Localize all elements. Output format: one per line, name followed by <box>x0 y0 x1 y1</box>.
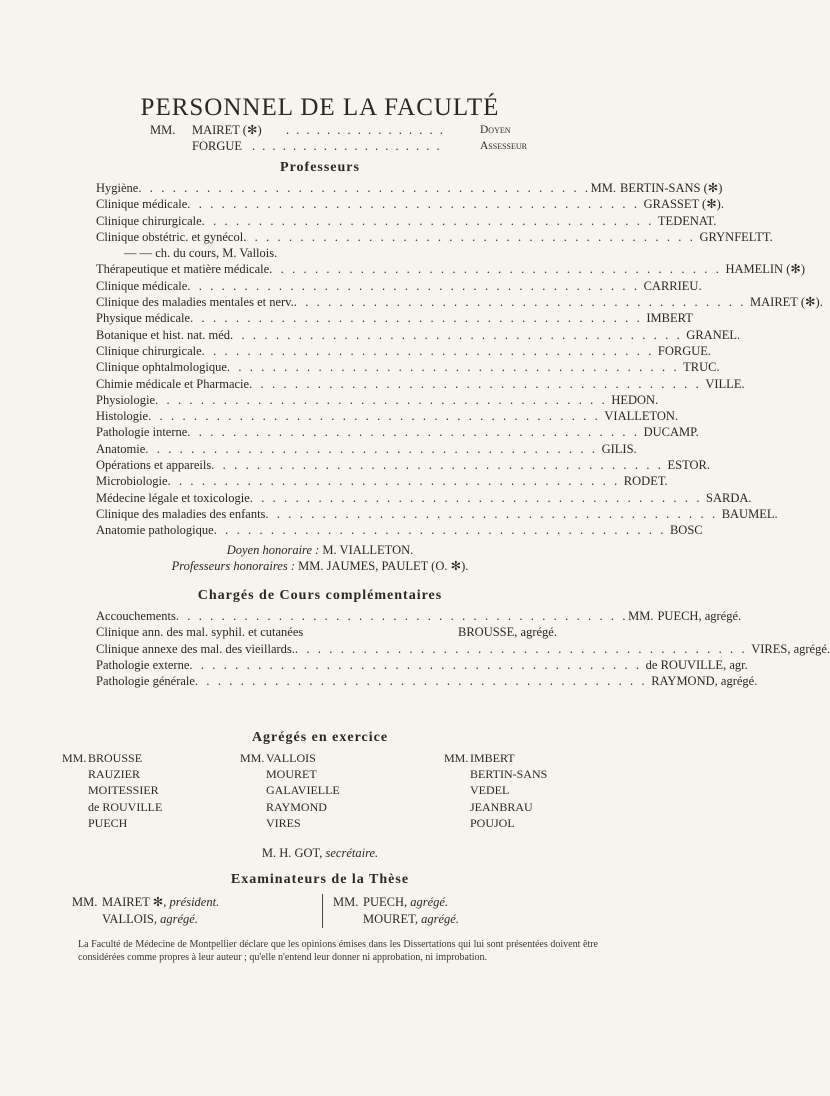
row-subject: Physique médicale <box>96 311 191 326</box>
list-row <box>96 473 668 489</box>
agrege-entry <box>240 799 404 815</box>
agrege-entry <box>240 782 404 798</box>
row-person: SARDA. <box>706 490 752 505</box>
agreges-column <box>62 750 226 831</box>
mm-label: MM. <box>62 751 87 765</box>
row-subject: Clinique chirurgicale <box>96 343 202 358</box>
agrege-entry <box>240 766 404 782</box>
agrege-entry <box>444 766 608 782</box>
row-subject: Clinique chirurgicale <box>96 213 202 228</box>
examiner-entry <box>72 894 322 911</box>
examiner-entry <box>333 894 583 911</box>
list-row <box>96 522 703 538</box>
row-subject: Opérations et appareils <box>96 458 212 473</box>
leader-dots: . . . . . . . . . . . . . . . . . . . . . . . . . . . . . . . . . . . . . . . . <box>175 609 629 623</box>
leader-dots <box>303 624 426 640</box>
row-person: PUECH, agrégé. <box>657 609 742 623</box>
row-subject: Clinique annexe des mal. des vieillards. <box>96 641 295 656</box>
agrege-entry <box>444 782 608 798</box>
leader-dots: . . . . . . . . . . . . . . . . . . . . . . . . . . . . . . . . . . . . . . . . <box>201 213 654 228</box>
row-subject: Clinique médicale <box>96 278 188 293</box>
leader-dots: . . . . . . . . . . . . . . . . . . . . . . . . . . . . . . . . . . . . . . . . <box>213 523 666 538</box>
list-row <box>96 424 699 440</box>
mm-label <box>426 624 458 640</box>
agrege-name: PUECH <box>88 815 128 830</box>
row-person: GRANEL. <box>686 327 741 342</box>
mm-label: MM. <box>72 895 98 909</box>
agrege-name: GALAVIELLE <box>266 783 340 798</box>
leader-dots: . . . . . . . . . . . . . . . . . . . . . . . . . . . . . . . . . . . . . . . . <box>189 657 642 672</box>
row-subject: Accouchements <box>96 609 176 623</box>
honorary-professors <box>0 558 640 574</box>
agrege-name: JEANBRAU <box>470 799 533 814</box>
examiner-name: PUECH, <box>363 895 411 909</box>
leader-dots: . . . . . . . . . . . . . . . . . . . . . . . . . . . . . . . . . . . . . . . . <box>293 295 747 310</box>
list-row <box>96 229 773 245</box>
agrege-name: VALLOIS <box>266 751 316 765</box>
row-person: TEDENAT. <box>657 213 717 228</box>
row-person: BAUMEL. <box>721 506 778 521</box>
list-row <box>96 294 823 310</box>
examiner-entry <box>72 911 322 928</box>
honorary-profs-label: Professeurs honoraires : <box>171 559 296 573</box>
list-row <box>96 245 596 261</box>
secretary-name: M. H. GOT, <box>261 846 323 860</box>
row-person: IMBERT <box>646 311 693 326</box>
dean-block <box>150 122 570 154</box>
list-row <box>96 490 752 506</box>
list-row <box>96 359 720 375</box>
row-person: de ROUVILLE, agr. <box>645 657 748 672</box>
agreges-heading: Agrégés en exercice <box>251 730 389 745</box>
leader-dots: . . . . . . . . . . . . . . . . . . . . . . . . . . . . . . . . . . . . . . . . <box>211 458 664 473</box>
row-person: HAMELIN (✻) <box>725 262 806 277</box>
list-row <box>96 506 778 522</box>
row-subject: Botanique et hist. nat. méd <box>96 327 231 342</box>
list-row <box>96 624 616 640</box>
examiners-block <box>72 894 592 928</box>
honorary-dean-label: Doyen honoraire : <box>226 543 320 557</box>
agrege-name: VIRES <box>266 815 301 830</box>
row-person: MAIRET (✻). <box>750 295 823 310</box>
row-subject: Thérapeutique et matière médicale <box>96 262 270 277</box>
list-row <box>96 376 745 392</box>
charges-list <box>96 608 830 689</box>
mm-label: MM. <box>444 751 469 765</box>
row-person: VIRES, agrégé. <box>751 641 830 656</box>
page-title: PERSONNEL DE LA FACULTÉ <box>140 94 500 121</box>
professors-list <box>96 180 823 539</box>
leader-dots: . . . . . . . . . . . . . . . . <box>286 123 445 137</box>
row-person: VILLE. <box>705 376 745 391</box>
list-row <box>96 657 748 673</box>
row-subject: Médecine légale et toxicologie <box>96 490 250 505</box>
agrege-name: BERTIN-SANS <box>470 767 548 782</box>
row-person: BERTIN-SANS (✻) <box>620 181 723 195</box>
row-subject: Chimie médicale et Pharmacie <box>96 376 250 391</box>
row-person: RODET. <box>623 474 668 489</box>
agrege-name: RAYMOND <box>266 799 327 814</box>
row-subject: Physiologie <box>96 392 156 407</box>
examiner-entry <box>333 911 583 928</box>
leader-dots: . . . . . . . . . . . . . . . . . . . . . . . . . . . . . . . . . . . . . . . . <box>190 311 643 326</box>
row-subject: Histologie <box>96 409 149 424</box>
row-subject: Anatomie <box>96 441 146 456</box>
list-row <box>96 408 679 424</box>
examiner-role: président. <box>169 895 220 909</box>
list-row <box>96 213 717 229</box>
row-person <box>458 245 596 261</box>
row-person: BOSC <box>669 523 703 538</box>
mm-label <box>426 245 458 261</box>
leader-dots: . . . . . . . . . . . . . . . . . . . . . . . . . . . . . . . . . . . . . . . . <box>148 409 601 424</box>
honorary-profs-names: MM. JAUMES, PAULET (O. ✻). <box>298 559 469 573</box>
list-row <box>96 310 693 326</box>
row-person: ESTOR. <box>667 458 711 473</box>
leader-dots: . . . . . . . . . . . . . . . . . . . . . . . . . . . . . . . . . . . . . . . . <box>243 229 696 244</box>
leader-dots: . . . . . . . . . . . . . . . . . . . . . . . . . . . . . . . . . . . . . . . . <box>167 474 620 489</box>
list-row <box>96 278 702 294</box>
leader-dots: . . . . . . . . . . . . . . . . . . . . . . . . . . . . . . . . . . . . . . . . <box>138 181 591 195</box>
mm-label: MM. <box>590 181 616 195</box>
agrege-entry <box>444 815 608 831</box>
faculty-notice: La Faculté de Médecine de Montpellier déclare que les opinions émises dans les Dissertations qui lui sont présentées doivent être considérées comme propres à leur auteur ; qu'elle n'entend leur donner ni approbation, ni improbation. <box>78 939 598 963</box>
leader-dots <box>277 245 426 261</box>
agrege-entry <box>62 750 226 766</box>
row-subject: — — ch. du cours, M. Vallois. <box>124 246 278 261</box>
agrege-entry <box>444 750 608 766</box>
leader-dots: . . . . . . . . . . . . . . . . . . . . . . . . . . . . . . . . . . . . . . . . <box>145 441 598 456</box>
row-person: RAYMOND, agrégé. <box>651 674 758 689</box>
row-subject: Clinique des maladies des enfants <box>96 506 266 521</box>
list-row <box>96 261 806 277</box>
examiner-name: VALLOIS, <box>102 912 161 926</box>
examiners-left <box>72 894 322 928</box>
agreges-column <box>404 750 608 831</box>
leader-dots: . . . . . . . . . . . . . . . . . . . . . . . . . . . . . . . . . . . . . . . . <box>230 327 683 342</box>
row-subject: Clinique obstétric. et gynécol <box>96 229 244 244</box>
agrege-entry <box>240 815 404 831</box>
agrege-name: POUJOL <box>470 815 515 830</box>
agrege-entry <box>62 815 226 831</box>
row-person: CARRIEU. <box>643 278 702 293</box>
agrege-name: VEDEL <box>470 783 510 798</box>
agrege-entry <box>62 799 226 815</box>
row-person: VIALLETON. <box>604 409 679 424</box>
mm-label: MM. <box>240 751 265 765</box>
agrege-name: RAUZIER <box>88 767 140 782</box>
mm-label: MM. <box>150 123 176 137</box>
leader-dots: . . . . . . . . . . . . . . . . . . . . . . . . . . . . . . . . . . . . . . . . <box>187 278 640 293</box>
dean-name: MAIRET (✻) <box>192 123 262 137</box>
list-row <box>96 392 659 408</box>
examiner-role: agrégé. <box>410 895 449 909</box>
leader-dots: . . . . . . . . . . . . . . . . . . . <box>252 139 442 153</box>
agrege-name: de ROUVILLE <box>88 799 163 814</box>
row-subject: Pathologie externe <box>96 657 190 672</box>
row-subject: Pathologie interne <box>96 425 188 440</box>
row-subject: Anatomie pathologique <box>96 523 214 538</box>
honorary-dean-name: M. VIALLETON. <box>322 543 414 557</box>
agrege-name: MOURET <box>266 767 317 782</box>
honorary-dean <box>0 542 640 558</box>
leader-dots: . . . . . . . . . . . . . . . . . . . . . . . . . . . . . . . . . . . . . . . . <box>249 490 703 505</box>
row-subject: Clinique ann. des mal. syphil. et cutanées <box>96 625 304 640</box>
dean-row <box>150 122 570 138</box>
mm-label: MM. <box>628 609 654 623</box>
agrege-name: IMBERT <box>470 751 515 765</box>
leader-dots: . . . . . . . . . . . . . . . . . . . . . . . . . . . . . . . . . . . . . . . . <box>201 343 654 358</box>
agrege-entry <box>240 750 404 766</box>
row-person: FORGUE. <box>657 343 712 358</box>
list-row <box>96 196 724 212</box>
leader-dots: . . . . . . . . . . . . . . . . . . . . . . . . . . . . . . . . . . . . . . . . <box>226 360 680 375</box>
examiner-role: agrégé. <box>421 912 459 926</box>
professors-heading: Professeurs <box>280 160 360 175</box>
row-person: DUCAMP. <box>643 425 699 440</box>
list-row <box>96 180 723 196</box>
leader-dots: . . . . . . . . . . . . . . . . . . . . . . . . . . . . . . . . . . . . . . . . <box>249 376 702 391</box>
row-subject: Clinique des maladies mentales et nerv. <box>96 295 294 310</box>
assessor-role: Assesseur <box>480 140 527 152</box>
list-row <box>96 608 742 624</box>
list-row <box>96 641 830 657</box>
examiner-name: MAIRET ✻, <box>102 895 170 909</box>
row-subject: Hygiène <box>96 181 139 195</box>
assessor-row <box>150 138 570 154</box>
row-subject: Pathologie générale <box>96 674 195 689</box>
row-person: GRYNFELTT. <box>699 229 773 244</box>
mm-label: MM. <box>333 895 359 909</box>
leader-dots: . . . . . . . . . . . . . . . . . . . . . . . . . . . . . . . . . . . . . . . . <box>265 506 718 521</box>
examiner-role: agrégé. <box>160 912 198 926</box>
row-person: BROUSSE, agrégé. <box>458 625 557 640</box>
examiners-right <box>322 894 583 928</box>
examiners-heading: Examinateurs de la Thèse <box>230 872 410 887</box>
row-person: HEDON. <box>611 392 659 407</box>
row-subject: Clinique ophtalmologique <box>96 360 227 375</box>
assessor-name: FORGUE <box>192 139 243 153</box>
row-person: GRASSET (✻). <box>643 197 724 212</box>
list-row <box>96 441 637 457</box>
agrege-name: MOITESSIER <box>88 783 159 798</box>
leader-dots: . . . . . . . . . . . . . . . . . . . . . . . . . . . . . . . . . . . . . . . . <box>155 392 608 407</box>
agrege-entry <box>444 799 608 815</box>
list-row <box>96 457 711 473</box>
agrege-entry <box>62 766 226 782</box>
secretary-line <box>0 846 640 861</box>
row-subject: Microbiologie <box>96 474 168 489</box>
dean-role: Doyen <box>480 124 511 136</box>
row-person: GILIS. <box>601 441 637 456</box>
mm-label <box>150 138 192 154</box>
list-row <box>96 673 758 689</box>
charges-heading: Chargés de Cours complémentaires <box>197 588 443 603</box>
secretary-role: secrétaire. <box>325 846 379 860</box>
list-row <box>96 327 741 343</box>
leader-dots: . . . . . . . . . . . . . . . . . . . . . . . . . . . . . . . . . . . . . . . . <box>294 641 748 656</box>
agreges-column <box>226 750 404 831</box>
leader-dots: . . . . . . . . . . . . . . . . . . . . . . . . . . . . . . . . . . . . . . . . <box>269 262 722 277</box>
leader-dots: . . . . . . . . . . . . . . . . . . . . . . . . . . . . . . . . . . . . . . . . <box>187 425 640 440</box>
agrege-name: BROUSSE <box>88 751 143 765</box>
leader-dots: . . . . . . . . . . . . . . . . . . . . . . . . . . . . . . . . . . . . . . . . <box>194 674 648 689</box>
examiner-name: MOURET, <box>363 912 422 926</box>
agrege-entry <box>62 782 226 798</box>
agreges-grid <box>62 750 608 831</box>
row-person: TRUC. <box>683 360 720 375</box>
row-subject: Clinique médicale <box>96 197 188 212</box>
list-row <box>96 343 712 359</box>
leader-dots: . . . . . . . . . . . . . . . . . . . . . . . . . . . . . . . . . . . . . . . . <box>187 197 640 212</box>
